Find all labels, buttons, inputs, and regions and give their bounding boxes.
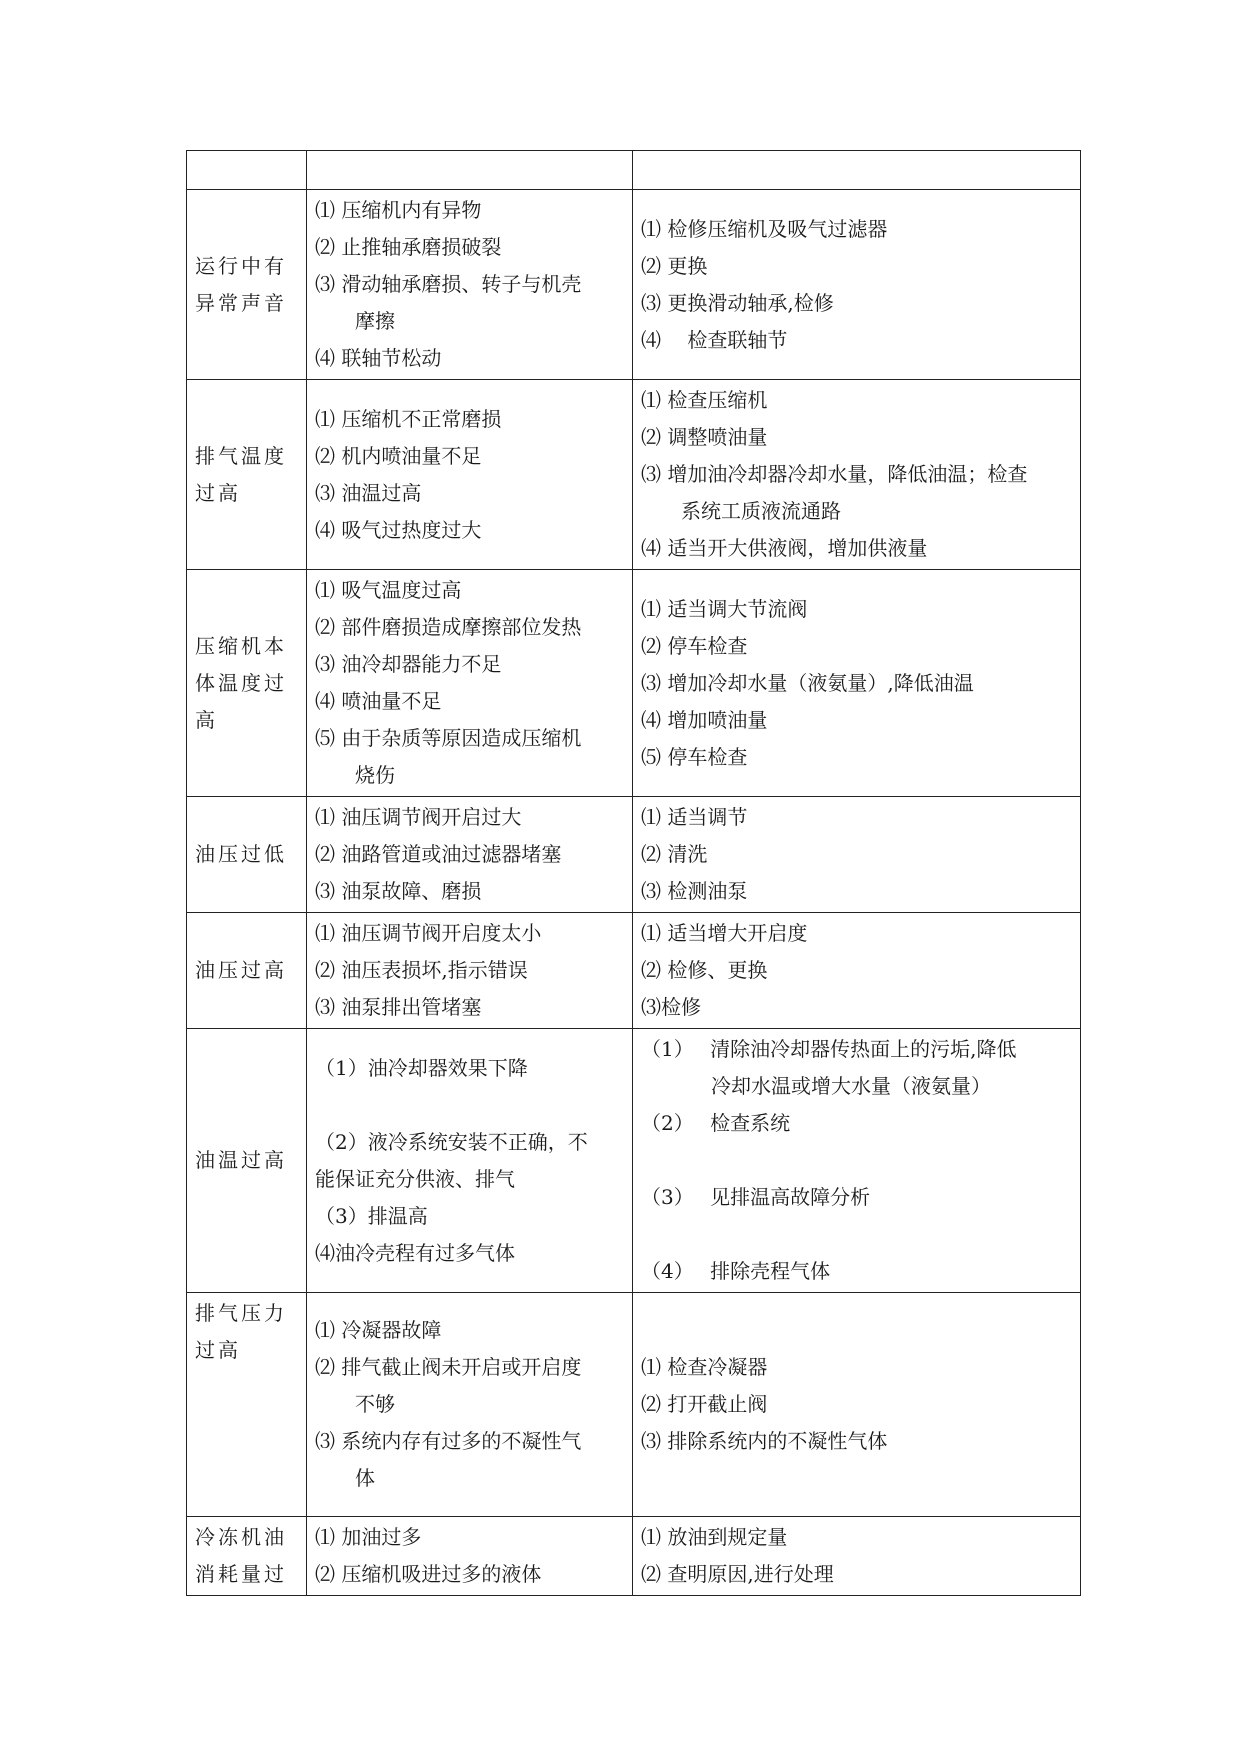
- remedy-cell: [633, 380, 1081, 570]
- cause-line: ⑵ 排气截止阀未开启或开启度: [315, 1355, 582, 1379]
- symptom-line: 压缩机本: [195, 633, 287, 658]
- remedy-line: ⑴ 适当调大节流阀: [641, 596, 808, 621]
- remedy-cell: [633, 797, 1081, 913]
- remedy-line: ⑷ 增加喷油量: [641, 707, 768, 732]
- cause-line: （1）油冷却器效果下降: [315, 1055, 528, 1080]
- cause-line: ⑴ 压缩机内有异物: [315, 198, 482, 222]
- remedy-line: ⑶ 检测油泵: [641, 879, 748, 903]
- remedy-line: ⑵ 停车检查: [641, 633, 748, 658]
- remedy-line: ⑴ 适当增大开启度: [641, 921, 808, 945]
- cause-line: ⑵ 止推轴承磨损破裂: [315, 235, 502, 259]
- cause-cell: [307, 1293, 633, 1517]
- remedy-line: ⑵ 查明原因,进行处理: [641, 1562, 834, 1586]
- cause-line: （2）液冷系统安装不正确，不: [315, 1129, 588, 1154]
- remedy-line: ⑶检修: [641, 995, 701, 1019]
- table-row: [187, 570, 1081, 797]
- symptom-line: 油压过高: [195, 958, 287, 982]
- symptom-line: 排气温度: [195, 443, 287, 468]
- remedy-line: ⑵ 更换: [641, 253, 708, 278]
- cause-line: 能保证充分供液、排气: [315, 1166, 515, 1191]
- remedy-cell: [633, 151, 1081, 190]
- cause-line: 体: [355, 1466, 375, 1490]
- spacer: [641, 1142, 1072, 1179]
- cause-line: ⑴ 加油过多: [315, 1525, 422, 1549]
- cause-line: （3）排温高: [315, 1203, 428, 1228]
- spacer: [641, 1216, 1072, 1253]
- symptom-line: 冷冻机油: [195, 1525, 287, 1549]
- table-row: [187, 1517, 1081, 1596]
- remedy-line: ⑵ 调整喷油量: [641, 425, 768, 449]
- symptom-cell: [187, 570, 307, 797]
- table-row: [187, 1293, 1081, 1517]
- cause-line: ⑴ 油压调节阀开启度太小: [315, 921, 542, 945]
- table-row: [187, 190, 1081, 380]
- remedy-line: ⑴ 适当调节: [641, 805, 748, 829]
- remedy-cell: [633, 1517, 1081, 1596]
- cause-line: ⑷ 吸气过热度过大: [315, 517, 482, 542]
- remedy-cell: [633, 190, 1081, 380]
- symptom-cell: [187, 1517, 307, 1596]
- symptom-cell: [187, 380, 307, 570]
- remedy-line: ⑶ 增加油冷却器冷却水量，降低油温；检查: [641, 462, 1028, 486]
- table-row: [187, 797, 1081, 913]
- symptom-cell: [187, 913, 307, 1029]
- cause-line: ⑵ 油压表损坏,指示错误: [315, 958, 528, 982]
- remedy-line: ⑴ 检查冷凝器: [641, 1355, 768, 1379]
- cause-line: ⑷ 喷油量不足: [315, 689, 442, 713]
- symptom-line: 油温过高: [195, 1148, 287, 1172]
- fault-table: [186, 150, 1081, 1596]
- cause-line: ⑶ 油泵排出管堵塞: [315, 995, 482, 1019]
- remedy-cell: [633, 1029, 1081, 1293]
- cause-line: ⑶ 滑动轴承磨损、转子与机壳: [315, 272, 582, 296]
- symptom-cell: [187, 151, 307, 190]
- remedy-line: ⑵ 检修、更换: [641, 958, 768, 982]
- cause-line: ⑶ 系统内存有过多的不凝性气: [315, 1429, 582, 1453]
- symptom-line: 运行中有: [195, 253, 287, 278]
- remedy-cell: [633, 570, 1081, 797]
- remedy-line: ⑶ 增加冷却水量（液氨量）,降低油温: [641, 670, 974, 695]
- cause-line: ⑶ 油温过高: [315, 480, 422, 505]
- cause-line: 烧伤: [355, 763, 395, 787]
- cause-cell: [307, 190, 633, 380]
- cause-cell: [307, 797, 633, 913]
- remedy-cell: [633, 1293, 1081, 1517]
- remedy-line: （1） 清除油冷却器传热面上的污垢,降低: [641, 1037, 1017, 1061]
- remedy-line: ⑴ 检修压缩机及吸气过滤器: [641, 216, 888, 241]
- cause-line: 摩擦: [355, 309, 395, 333]
- symptom-line: 消耗量过: [195, 1562, 287, 1586]
- remedy-line: ⑶ 更换滑动轴承,检修: [641, 290, 834, 315]
- table-row: [187, 913, 1081, 1029]
- remedy-line: 冷却水温或增大水量（液氨量）: [711, 1074, 991, 1098]
- remedy-line: （2） 检查系统: [641, 1111, 791, 1135]
- symptom-line: 异常声音: [195, 290, 287, 315]
- cause-line: ⑴ 吸气温度过高: [315, 578, 462, 602]
- remedy-line: ⑸ 停车检查: [641, 744, 748, 769]
- cause-cell: [307, 151, 633, 190]
- symptom-line: 过高: [195, 1338, 241, 1362]
- symptom-cell: [187, 797, 307, 913]
- cause-line: ⑸ 由于杂质等原因造成压缩机: [315, 726, 582, 750]
- cause-line: 不够: [355, 1392, 395, 1416]
- table-row: [187, 151, 1081, 190]
- cause-line: ⑵ 机内喷油量不足: [315, 443, 482, 468]
- table-row: [187, 380, 1081, 570]
- cause-cell: [307, 1517, 633, 1596]
- remedy-line: ⑷ 检查联轴节: [641, 327, 788, 352]
- remedy-line: 系统工质液流通路: [681, 499, 841, 523]
- remedy-line: （3） 见排温高故障分析: [641, 1185, 871, 1209]
- remedy-cell: [633, 913, 1081, 1029]
- table-row: [187, 1029, 1081, 1293]
- symptom-cell: [187, 1293, 307, 1517]
- cause-cell: [307, 913, 633, 1029]
- remedy-line: ⑴ 检查压缩机: [641, 388, 768, 412]
- symptom-line: 过高: [195, 480, 241, 505]
- cause-line: ⑵ 部件磨损造成摩擦部位发热: [315, 615, 582, 639]
- cause-line: ⑴ 油压调节阀开启过大: [315, 805, 522, 829]
- remedy-line: ⑴ 放油到规定量: [641, 1525, 788, 1549]
- remedy-line: ⑷ 适当开大供液阀，增加供液量: [641, 536, 928, 560]
- cause-line: ⑶ 油冷却器能力不足: [315, 652, 502, 676]
- symptom-line: 高: [195, 707, 218, 732]
- symptom-cell: [187, 1029, 307, 1293]
- cause-cell: [307, 1029, 633, 1293]
- remedy-line: （4） 排除壳程气体: [641, 1259, 831, 1283]
- remedy-line: ⑵ 清洗: [641, 842, 708, 866]
- cause-line: ⑴ 冷凝器故障: [315, 1318, 442, 1342]
- cause-cell: [307, 380, 633, 570]
- cause-line: ⑷ 联轴节松动: [315, 346, 442, 370]
- symptom-line: 排气压力: [195, 1301, 287, 1325]
- cause-line: ⑴ 压缩机不正常磨损: [315, 406, 502, 431]
- cause-cell: [307, 570, 633, 797]
- cause-line: ⑷油冷壳程有过多气体: [315, 1240, 515, 1265]
- remedy-line: ⑶ 排除系统内的不凝性气体: [641, 1429, 888, 1453]
- cause-line: ⑵ 油路管道或油过滤器堵塞: [315, 842, 562, 866]
- cause-line: ⑵ 压缩机吸进过多的液体: [315, 1562, 542, 1586]
- spacer: [315, 1087, 624, 1124]
- symptom-line: 体温度过: [195, 670, 287, 695]
- symptom-cell: [187, 190, 307, 380]
- symptom-line: 油压过低: [195, 842, 287, 866]
- cause-line: ⑶ 油泵故障、磨损: [315, 879, 482, 903]
- remedy-line: ⑵ 打开截止阀: [641, 1392, 768, 1416]
